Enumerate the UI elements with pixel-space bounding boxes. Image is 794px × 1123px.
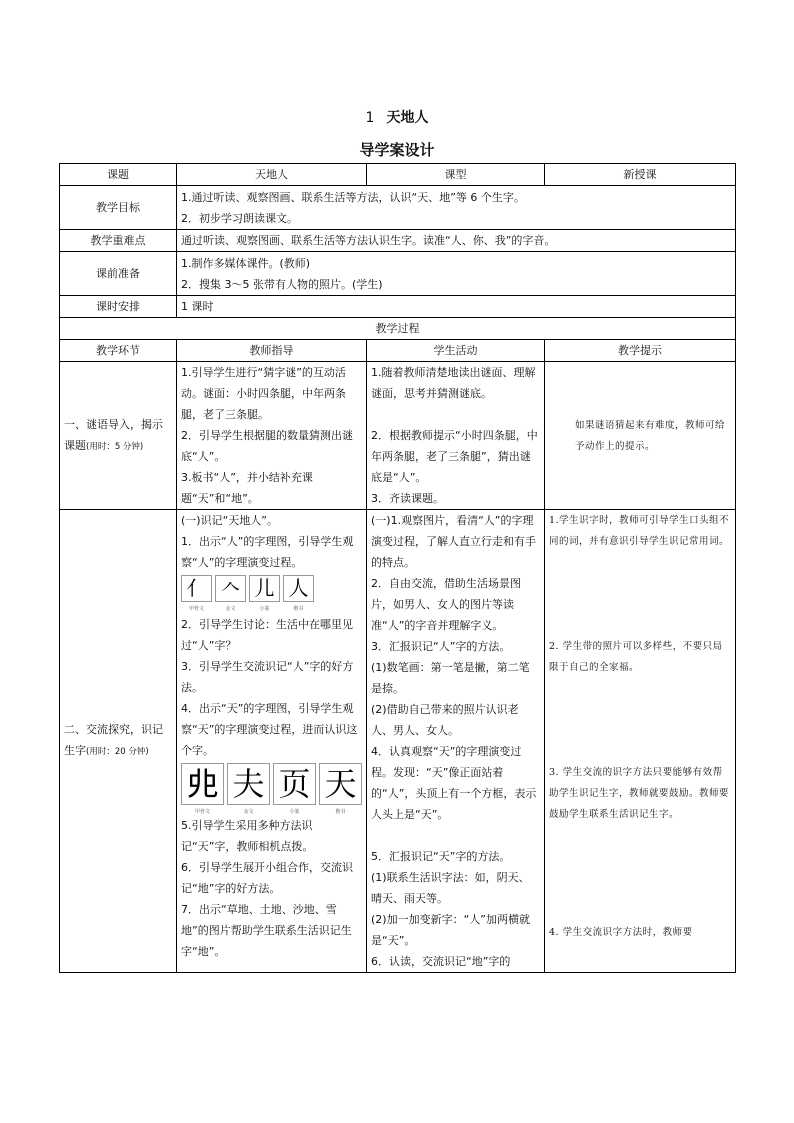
lesson-name: 天地人: [386, 110, 429, 126]
stage1-teacher: 1.引导学生进行“猜字谜”的互动活动。谜面：小时四条腿，中年两条腿，老了三条腿。 2．引导学生根据腿的数量猜测出谜底“人”。 3.板书“人”，并小结补充课题“天”和“地”。: [177, 362, 367, 510]
process-title-row: [60, 318, 736, 340]
goal-item: 2．初步学习朗读课文。: [181, 211, 298, 225]
lesson-plan-table: [59, 163, 736, 973]
topic-row: [60, 164, 736, 186]
stage2-name: 二、交流探究，识记生字: [64, 723, 163, 757]
ren-glyph-seal: 儿 小篆: [249, 575, 280, 602]
lesson-number: 1: [365, 110, 375, 126]
header-hint: 教学提示: [545, 340, 736, 362]
stage1-time: (用时：5 分钟): [86, 441, 144, 452]
keypoints-value: 通过听读、观察图画、联系生活等方法认识生字。读准“人、你、我”的字音。: [177, 230, 736, 252]
process-title: 教学过程: [60, 318, 736, 340]
stage2-teacher-part2: 2．引导学生讨论：生活中在哪里见过“人”字？ 3．引导学生交流识记“人”字的好方法。 4．出示“天”的字理图，引导学生观察“天”的字理演变过程，进而认识这个字。: [181, 618, 358, 757]
stage2-teacher-part1: (一)识记“天地人”。 1．出示“人”的字理图，引导学生观察“人”的字理演变过程。: [181, 514, 354, 569]
stage1-student: 1.随着教师清楚地读出谜面、理解谜面，思考并猜测谜底。 2．根据教师提示“小时四条腿，中年两条腿，老了三条腿”，猜出谜底是“人”。 3．齐读课题。: [367, 362, 545, 510]
stage1-name: 一、谜语导入，揭示课题: [64, 417, 163, 452]
hours-label: 课时安排: [60, 296, 177, 318]
ren-glyph-oracle: 亻 甲骨文: [181, 575, 212, 602]
stage2-teacher-part3: 5.引导学生采用多种方法识记“天”字，教师相机点拨。 6．引导学生展开小组合作，交流识记“地”字的好方法。 7．出示“草地、土地、沙地、雪地”的图片帮助学生联系生活识记生字“地”。: [181, 819, 353, 958]
type-value: 新授课: [545, 164, 736, 186]
keypoints-row: [60, 230, 736, 252]
type-label: 课型: [367, 164, 545, 186]
header-student: 学生活动: [367, 340, 545, 362]
goals-cell: [177, 186, 736, 230]
topic-label: 课题: [60, 164, 177, 186]
stage2-teacher: [177, 510, 367, 973]
stage2-name-cell: [60, 510, 177, 973]
tian-evolution-figure: [181, 763, 362, 815]
stage1-name-cell: [60, 362, 177, 510]
stage2-hint-1: 1.学生识字时，教师可引导学生口头组不同的词，并有意识引导学生识记常用词。: [549, 515, 730, 547]
prep-label: 课前准备: [60, 252, 177, 296]
prep-cell: [177, 252, 736, 296]
stage2-time: (用时：20 分钟): [86, 747, 149, 757]
tian-glyph-seal: 页 小篆: [273, 763, 316, 805]
tian-glyph-regular: 天 楷书: [319, 763, 362, 805]
header-teacher: 教师指导: [177, 340, 367, 362]
stage2-hints: [545, 510, 736, 973]
prep-row: [60, 252, 736, 296]
stage2-student: (一)1.观察图片，看清“人”的字理演变过程，了解人直立行走和有手的特点。 2．自由交流，借助生活场景图片，如男人、女人的图片等读准“人”的字音并理解字义。 3．汇报识记“人”字的方法。 (1)数笔画：第一笔是撇，第二笔是捺。 (2)借助自己带来的照片认识老人、男人、女人。 4．认真观察“天”的字理演变过程。发现：“天”像正面站着的“人”，头顶上有一个方框，表示人头上是“天”。 5．汇报识记“天”字的方法。 (1)联系生活识字法：如，阴天、晴天、雨天等。 (2)加一加变新字：“人”加两横就是“天”。 6．认读，交流识记“地”字的: [367, 510, 545, 973]
stage2-hint-3: 3. 学生交流的识字方法只要能够有效帮助学生识记生字，教师就要鼓励。教师要鼓励学生联系生活识记生字。: [549, 767, 730, 820]
ren-glyph-regular: 人 楷书: [283, 575, 314, 602]
stage2-hint-4: 4. 学生交流识字方法时，教师要: [549, 927, 693, 938]
stage1-row: [60, 362, 736, 510]
document-title: 导学案设计: [359, 141, 435, 159]
ren-glyph-bronze: 𠆢 金文: [215, 575, 246, 602]
prep-item: 2．搜集 3～5 张带有人物的照片。(学生): [181, 277, 383, 291]
hours-row: [60, 296, 736, 318]
tian-glyph-oracle: 𠑹 甲骨文: [181, 763, 224, 805]
tian-glyph-bronze: 夫 金文: [227, 763, 270, 805]
stage2-row: [60, 510, 736, 973]
lesson-title: [0, 107, 794, 127]
topic-value: 天地人: [177, 164, 367, 186]
stage2-hint-2: 2. 学生带的照片可以多样些，不要只局限于自己的全家福。: [549, 641, 723, 673]
hours-value: 1 课时: [177, 296, 736, 318]
ren-evolution-figure: [181, 575, 362, 614]
header-stage: 教学环节: [60, 340, 177, 362]
goals-label: 教学目标: [60, 186, 177, 230]
goal-item: 1.通过听读、观察图画、联系生活等方法，认识“天、地”等 6 个生字。: [181, 190, 525, 204]
prep-item: 1.制作多媒体课件。(教师): [181, 256, 311, 270]
goals-row: [60, 186, 736, 230]
keypoints-label: 教学重难点: [60, 230, 177, 252]
process-header-row: [60, 340, 736, 362]
stage1-hint: 如果谜语猜起来有难度，教师可给予动作上的提示。: [545, 362, 736, 510]
